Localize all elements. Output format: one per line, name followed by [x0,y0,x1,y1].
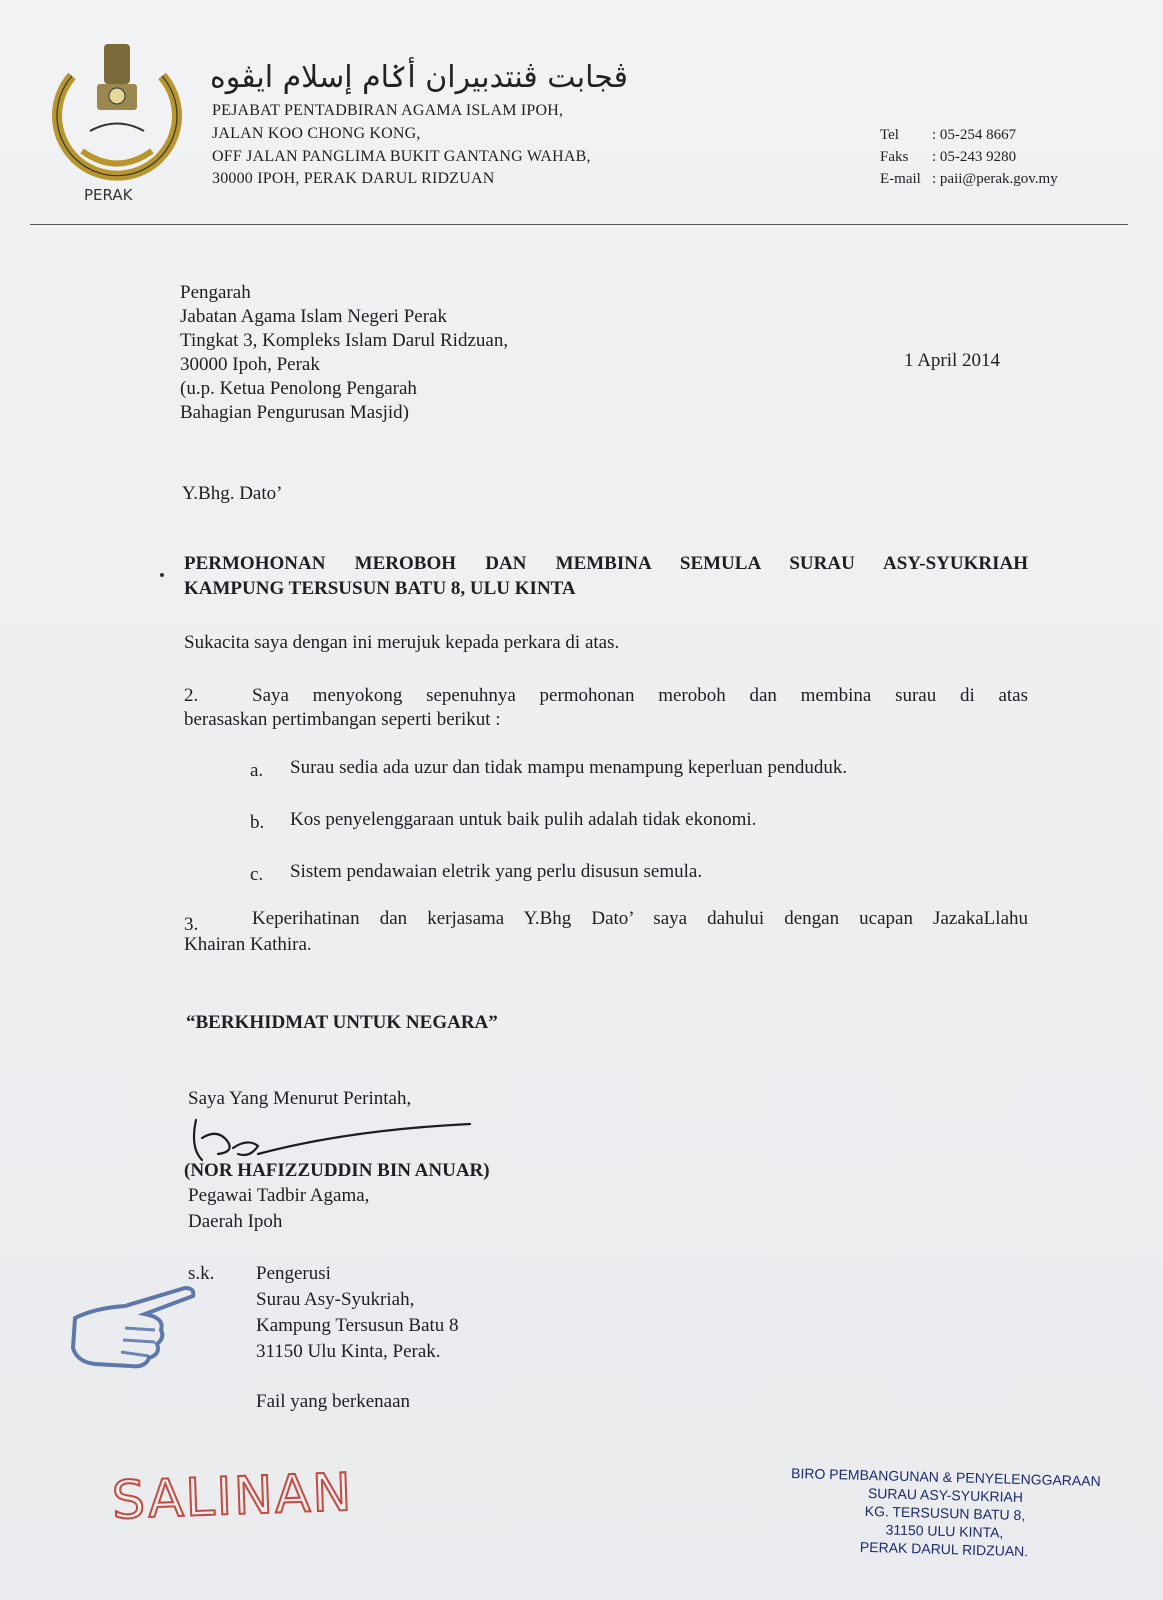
cc-line-3: Kampung Tersusun Batu 8 [256,1315,459,1336]
para2-line-1: Saya menyokong sepenuhnya permohonan meroboh dan membina surau di atas [252,685,1028,706]
recipient-line-5: (u.p. Ketua Penolong Pengarah [180,378,417,399]
recipient-line-3: Tingkat 3, Kompleks Islam Darul Ridzuan, [180,330,509,351]
org-stamp-line-4: 31150 ULU KINTA, [885,1521,1004,1541]
fax-label: Faks [880,149,909,165]
crest-label: PERAK [84,186,133,204]
recipient-line-4: 30000 Ipoh, Perak [180,354,320,375]
org-stamp-line-3: KG. TERSUSUN BATU 8, [864,1502,1026,1524]
letterhead-divider [30,224,1128,225]
letter-date: 1 April 2014 [904,350,1001,371]
org-stamp-line-5: PERAK DARUL RIDZUAN. [859,1538,1029,1560]
address-line-3: OFF JALAN PANGLIMA BUKIT GANTANG WAHAB, [212,148,591,165]
item-b-label: b. [250,812,265,833]
copy-stamp: SALINAN [111,1462,355,1532]
tel-label: Tel [880,127,899,143]
recipient-line-6: Bahagian Pengurusan Masjid) [180,402,410,423]
email-label: E-mail [880,171,921,187]
signatory-name: (NOR HAFIZZUDDIN BIN ANUAR) [184,1160,490,1181]
subject-line-2: KAMPUNG TERSUSUN BATU 8, ULU KINTA [184,578,576,599]
item-c-label: c. [250,864,264,885]
closing-phrase: Saya Yang Menurut Perintah, [188,1088,412,1109]
cc-line-1: Pengerusi [256,1263,331,1284]
subject-line-1: PERMOHONAN MEROBOH DAN MEMBINA SEMULA SURAU ASY-SYUKRIAH [184,553,1028,574]
para3-line-2: Khairan Kathira. [184,934,312,955]
para3-line-1: Keperihatinan dan kerjasama Y.Bhg Dato’ saya dahului dengan ucapan JazakaLlahu [252,908,1028,929]
org-stamp-line-1: BIRO PEMBANGUNAN & PENYELENGGARAAN [790,1464,1101,1490]
salutation: Y.Bhg. Dato’ [182,483,283,504]
cc-label: s.k. [188,1263,215,1284]
item-c-text: Sistem pendawaian eletrik yang perlu disusun semula. [290,861,703,882]
signatory-title: Pegawai Tadbir Agama, [188,1185,370,1206]
item-a-label: a. [250,760,264,781]
margin-dot [160,573,164,577]
address-line-4: 30000 IPOH, PERAK DARUL RIDZUAN [212,170,495,187]
item-b-text: Kos penyelenggaraan untuk baik pulih adalah tidak ekonomi. [290,809,757,830]
address-line-1: PEJABAT PENTADBIRAN AGAMA ISLAM IPOH, [212,102,564,119]
item-a-text: Surau sedia ada uzur dan tidak mampu menampung keperluan penduduk. [290,757,848,778]
para3-number: 3. [184,914,199,935]
recipient-line-1: Pengarah [180,282,251,303]
recipient-line-2: Jabatan Agama Islam Negeri Perak [180,306,447,327]
email-value: : paii@perak.gov.my [932,171,1058,187]
opening-sentence: Sukacita saya dengan ini merujuk kepada perkara di atas. [184,632,620,653]
jawi-office-name: ڤجابت ڤنتدبيران أݢام إسلام ايڤوه [210,60,628,95]
perak-crest-icon [42,36,192,206]
cc-line-4: 31150 Ulu Kinta, Perak. [256,1341,441,1362]
para2-number: 2. [184,685,199,706]
address-line-2: JALAN KOO CHONG KONG, [212,125,421,142]
org-stamp-line-2: SURAU ASY-SYUKRIAH [867,1484,1024,1506]
para2-line-2: berasaskan pertimbangan seperti berikut : [184,709,501,730]
signatory-district: Daerah Ipoh [188,1211,283,1232]
organisation-stamp [779,1464,1111,1563]
pointing-hand-icon [65,1278,200,1378]
motto: “BERKHIDMAT UNTUK NEGARA” [186,1012,498,1033]
fax-value: : 05-243 9280 [932,149,1017,165]
tel-value: : 05-254 8667 [932,127,1017,143]
signature-mark [188,1108,478,1168]
cc-line-2: Surau Asy-Syukriah, [256,1289,415,1310]
cc-file: Fail yang berkenaan [256,1391,411,1412]
